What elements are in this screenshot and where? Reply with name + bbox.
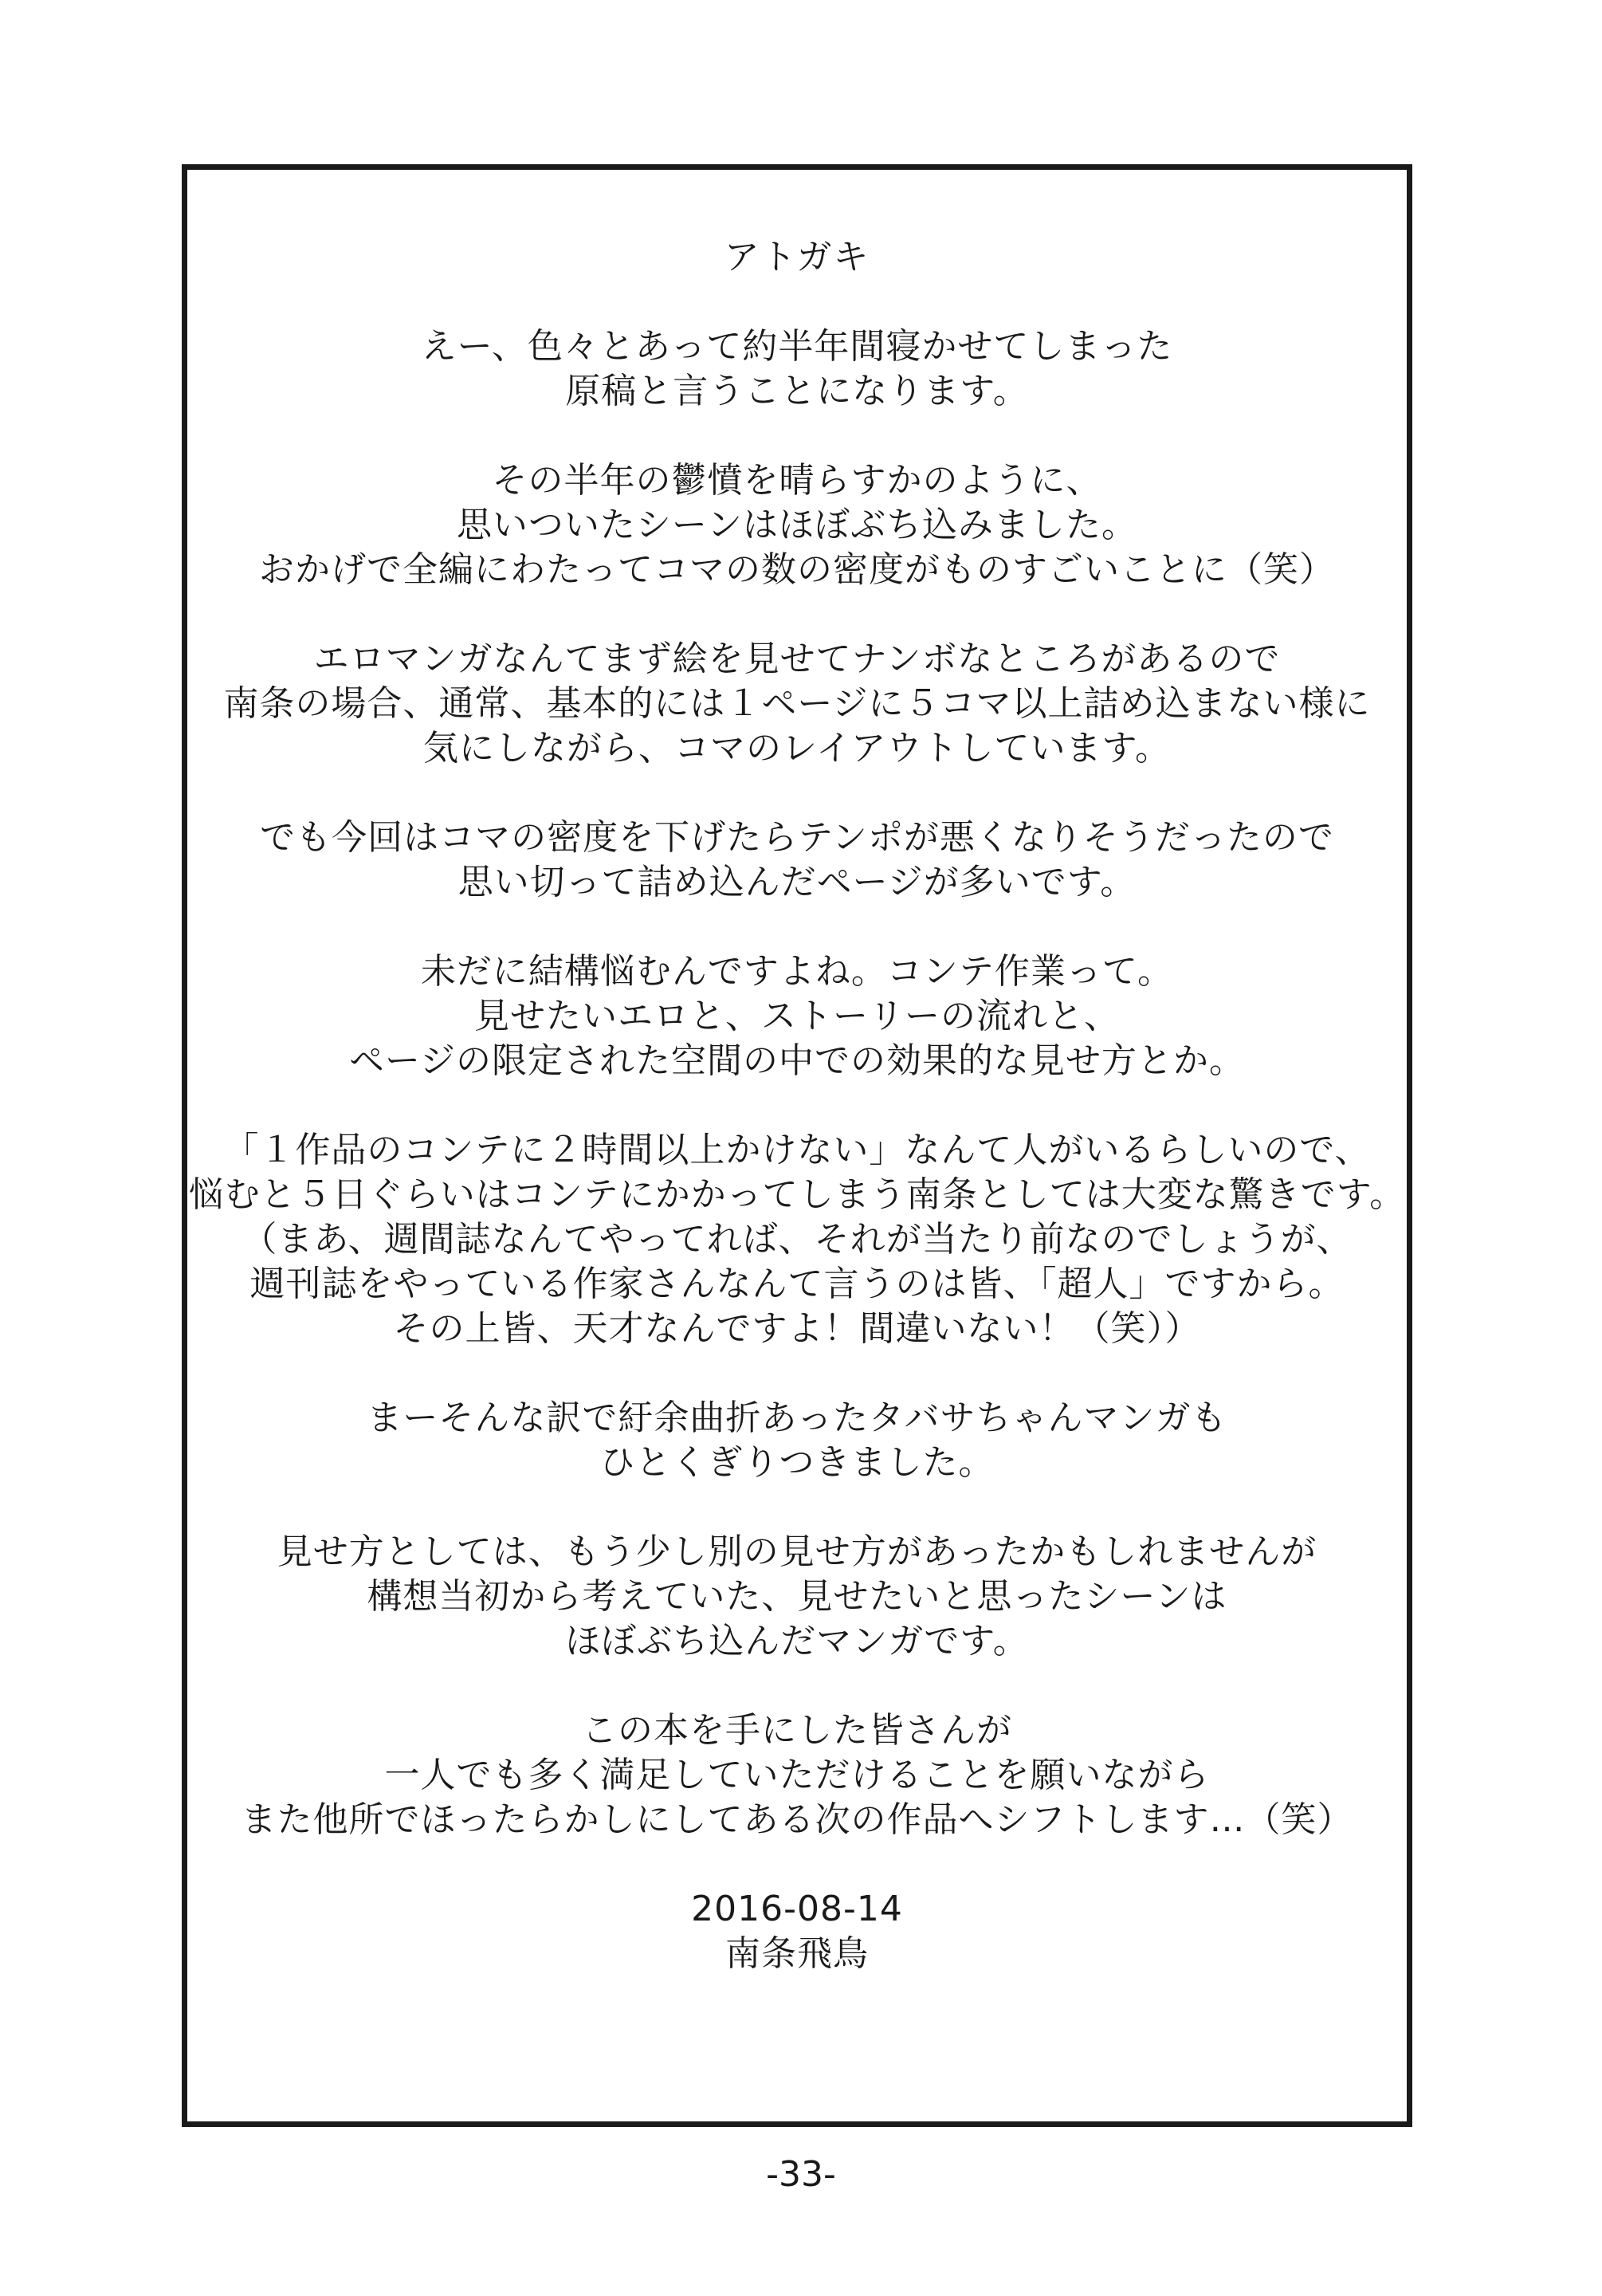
- text-line: その上皆、天才なんですよ！間違いない！（笑））: [393, 1308, 1201, 1349]
- text-line: また他所でほったらかしにしてある次の作品へシフトします…（笑）: [241, 1799, 1353, 1840]
- text-line: えー、色々とあって約半年間寝かせてしまった: [421, 326, 1173, 367]
- text-line: この本を手にした皆さんが: [582, 1710, 1012, 1751]
- afterword-content: [187, 235, 1407, 1976]
- page-number: -33-: [766, 2154, 836, 2195]
- text-line: （まあ、週間誌なんてやってれば、それが当たり前なのでしょうが、: [241, 1219, 1353, 1260]
- signoff: [187, 1887, 1407, 1976]
- paragraph-1: [187, 324, 1407, 414]
- text-line: でも今回はコマの密度を下げたらテンポが悪くなりそうだったので: [260, 817, 1334, 858]
- text-line: 見せ方としては、もう少し別の見せ方があったかもしれませんが: [277, 1531, 1317, 1572]
- afterword-title: アトガキ: [724, 237, 870, 277]
- text-line: 原稿と言うことになります。: [565, 371, 1029, 411]
- text-line: 週刊誌をやっている作家さんなんて言うのは皆、「超人」ですから。: [249, 1264, 1345, 1304]
- text-line: 思いついたシーンはほぼぶち込みました。: [456, 505, 1138, 545]
- paragraph-2: [187, 458, 1407, 592]
- afterword-frame: [182, 164, 1412, 2127]
- text-line: エロマンガなんてまず絵を見せてナンボなところがあるので: [313, 639, 1281, 679]
- text-line: 思い切って詰め込んだページが多いです。: [457, 862, 1137, 902]
- text-line: 構想当初から考えていた、見せたいと思ったシーンは: [367, 1576, 1227, 1617]
- text-line: ページの限定された空間の中での効果的な見せ方とか。: [348, 1040, 1246, 1081]
- text-line: おかげで全編にわたってコマの数の密度がものすごいことに（笑）: [259, 549, 1335, 590]
- text-line: 未だに結構悩むんですよね。コンテ作業って。: [420, 951, 1174, 992]
- text-line: ひとくぎりつきました。: [599, 1442, 995, 1483]
- text-line: まーそんな訳で紆余曲折あったタバサちゃんマンガも: [367, 1398, 1227, 1438]
- paragraph-4: [187, 816, 1407, 905]
- paragraph-5: [187, 949, 1407, 1083]
- paragraph-3: [187, 637, 1407, 771]
- text-line: 気にしながら、コマのレイアウトしています。: [423, 728, 1171, 769]
- text-line: 「１作品のコンテに２時間以上かけない」なんて人がいるらしいので、: [223, 1130, 1371, 1170]
- text-line: 見せたいエロと、ストーリーの流れと、: [474, 996, 1120, 1036]
- paragraph-6: [187, 1128, 1407, 1351]
- text-line: 一人でも多く満足していただけることを願いながら: [384, 1755, 1210, 1795]
- signoff-date: 2016-08-14: [691, 1889, 903, 1929]
- text-line: その半年の鬱憤を晴らすかのように、: [492, 460, 1102, 501]
- text-line: ほぼぶち込んだマンガです。: [565, 1621, 1029, 1661]
- signoff-author: 南条飛鳥: [725, 1933, 869, 1974]
- text-line: 悩むと５日ぐらいはコンテにかかってしまう南条としては大変な驚きです。: [188, 1174, 1406, 1215]
- paragraph-8: [187, 1530, 1407, 1664]
- paragraph-9: [187, 1708, 1407, 1842]
- text-line: 南条の場合、通常、基本的には１ページに５コマ以上詰め込まない様に: [223, 683, 1371, 724]
- paragraph-7: [187, 1396, 1407, 1485]
